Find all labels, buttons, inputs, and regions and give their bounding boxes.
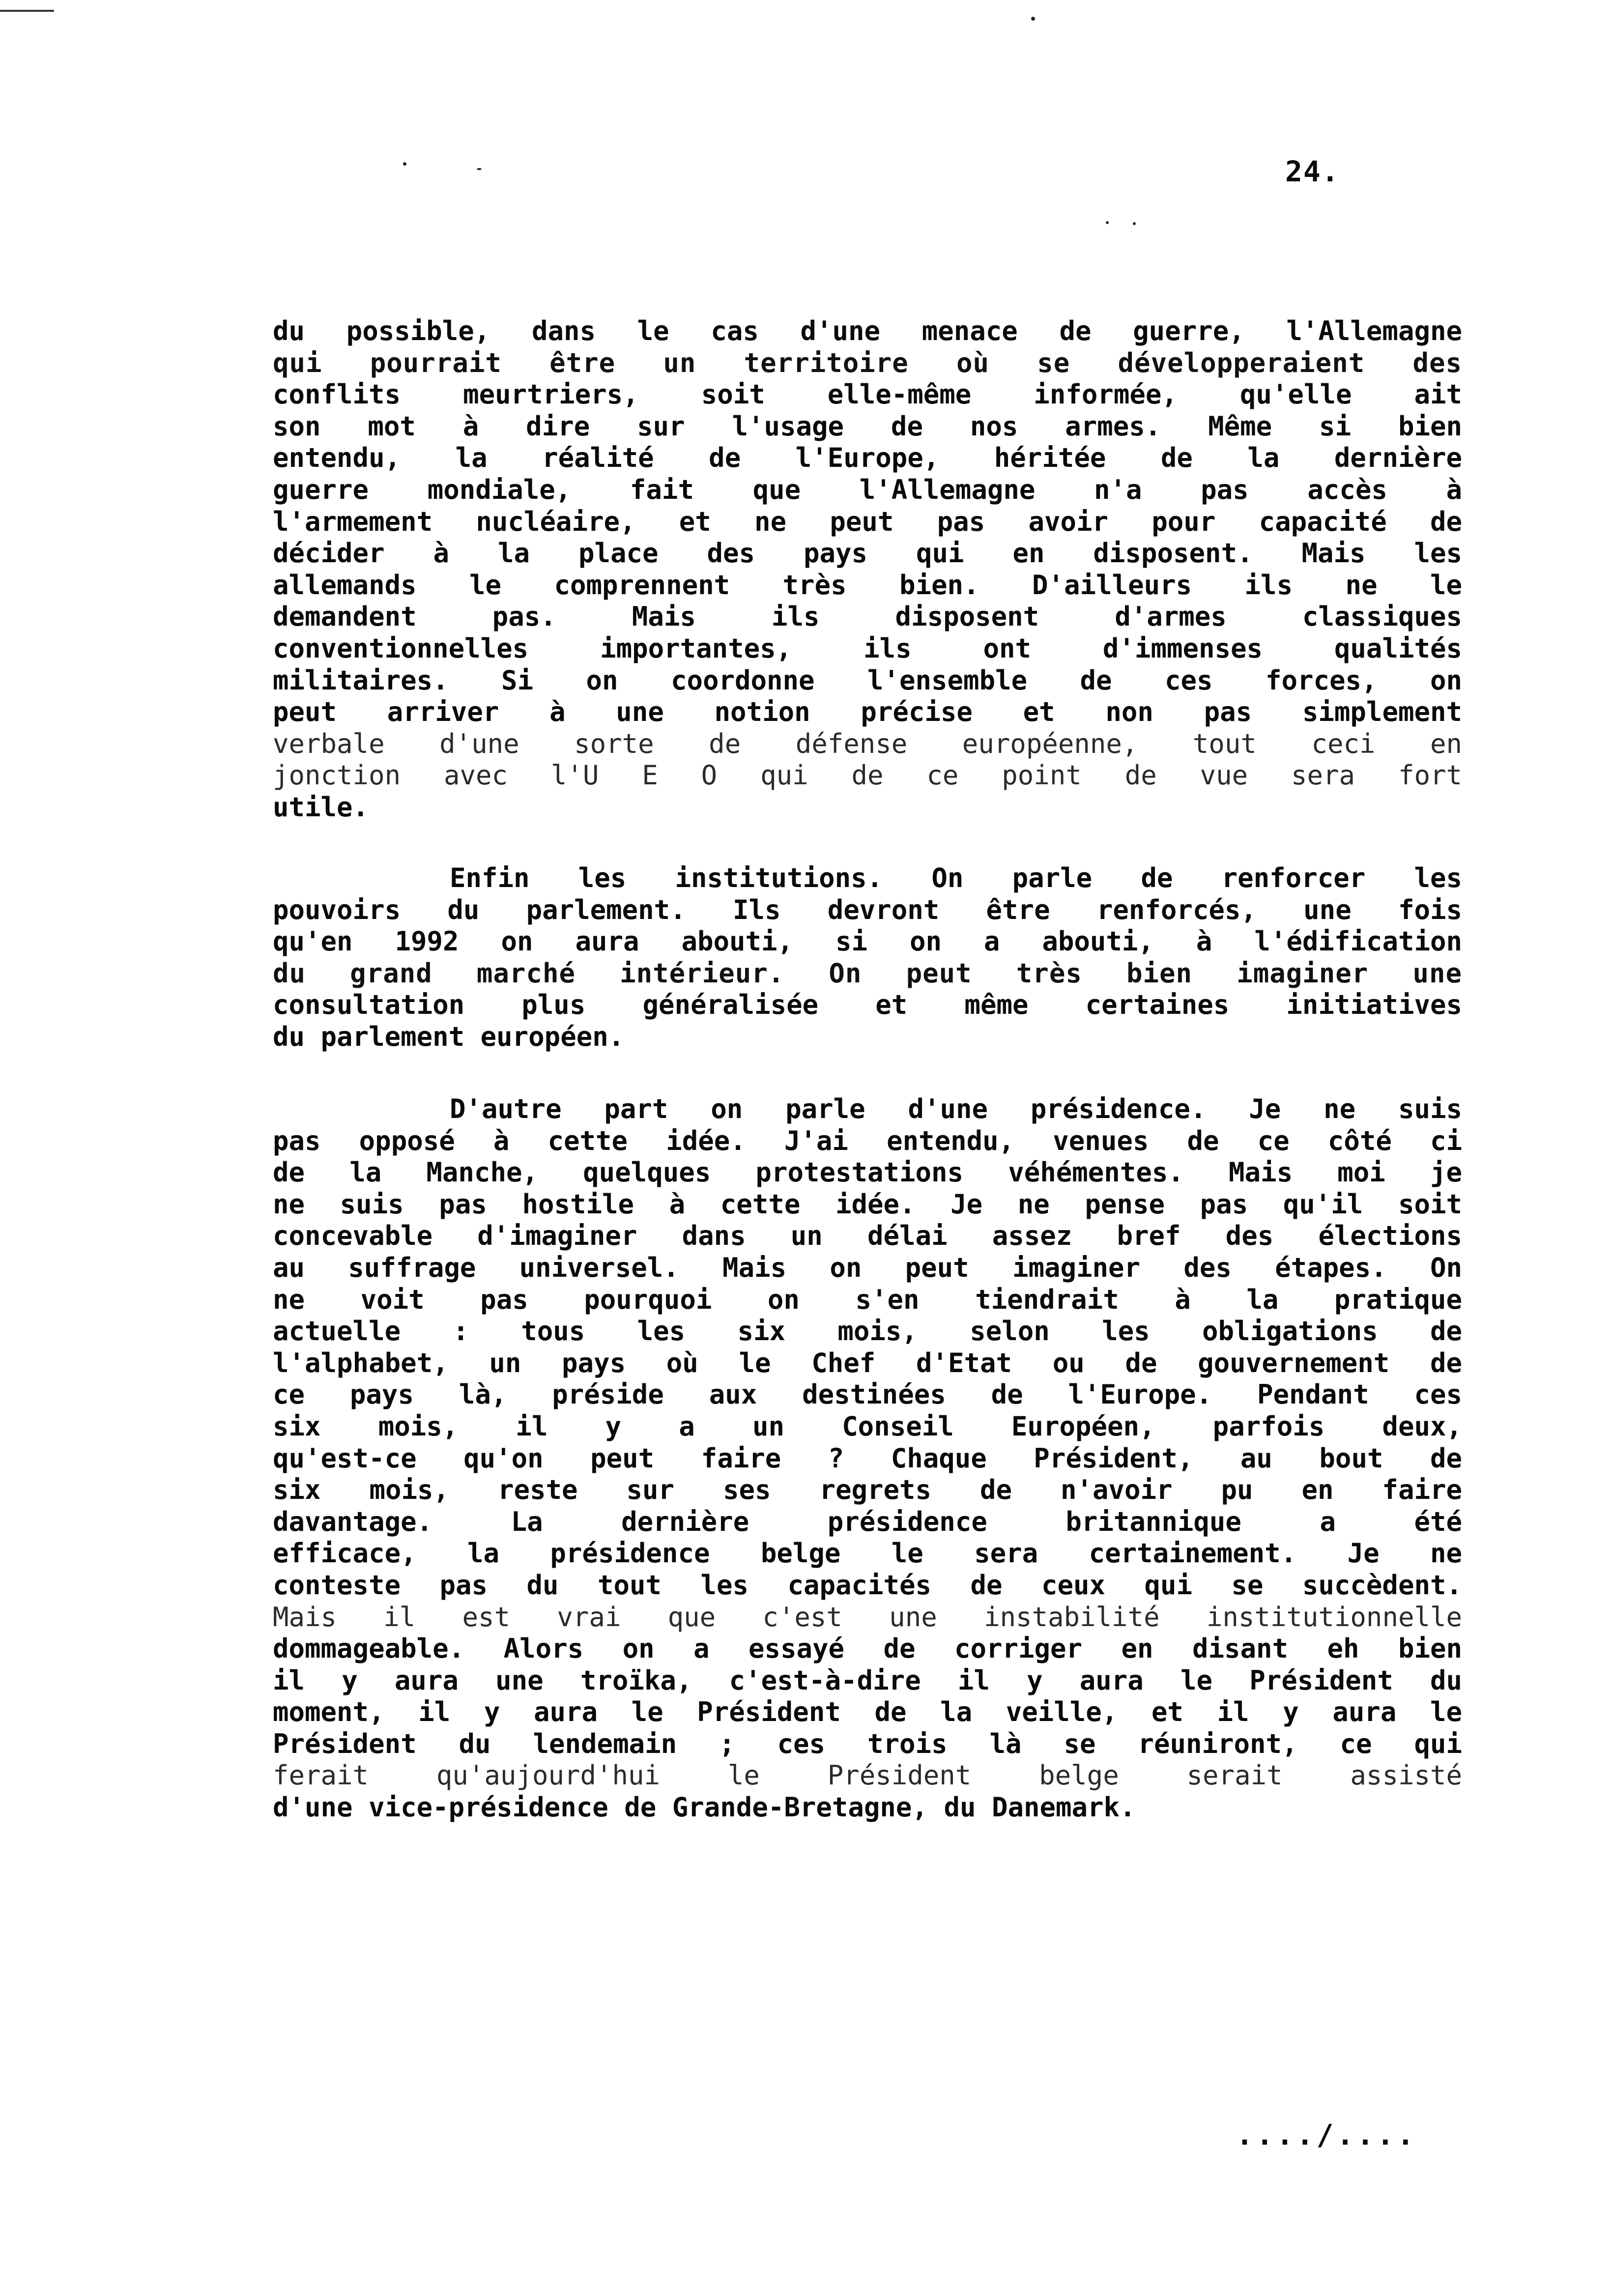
- text-line: utile.: [273, 791, 369, 823]
- text-line: peut arriver à une notion précise et non pas simplement: [273, 696, 1462, 728]
- text-line: du parlement européen.: [273, 1021, 625, 1052]
- text-line: au suffrage universel. Mais on peut imaginer des étapes. On: [273, 1252, 1462, 1283]
- text-line: D'autre part on parle d'une présidence. Je ne suis: [450, 1093, 1462, 1124]
- text-line: jonction avec l'U E O qui de ce point de vue sera fort: [273, 760, 1462, 791]
- scan-speck: [1031, 17, 1035, 21]
- text-line: conflits meurtriers, soit elle-même informée, qu'elle ait: [273, 379, 1462, 410]
- text-line: décider à la place des pays qui en disposent. Mais les: [273, 538, 1462, 569]
- text-line: qu'est-ce qu'on peut faire ? Chaque Président, au bout de: [273, 1442, 1462, 1474]
- text-line: efficace, la présidence belge le sera certainement. Je ne: [273, 1538, 1462, 1569]
- text-line: actuelle : tous les six mois, selon les obligations de: [273, 1316, 1462, 1347]
- text-line: qui pourrait être un territoire où se développeraient des: [273, 347, 1462, 378]
- text-line: guerre mondiale, fait que l'Allemagne n'a pas accès à: [273, 474, 1462, 505]
- text-line: de la Manche, quelques protestations véhémentes. Mais moi je: [273, 1157, 1462, 1188]
- text-line: du grand marché intérieur. On peut très bien imaginer une: [273, 957, 1462, 989]
- text-line: consultation plus généralisée et même certaines initiatives: [273, 989, 1462, 1021]
- text-line: demandent pas. Mais ils disposent d'armes classiques: [273, 601, 1462, 632]
- text-line: qu'en 1992 on aura abouti, si on a abouti, à l'édification: [273, 926, 1462, 957]
- paragraph-defense: [273, 316, 1462, 824]
- text-line: pouvoirs du parlement. Ils devront être renforcés, une fois: [273, 894, 1462, 925]
- text-line: entendu, la réalité de l'Europe, héritée de la dernière: [273, 442, 1462, 474]
- text-line: six mois, il y a un Conseil Européen, parfois deux,: [273, 1410, 1462, 1442]
- text-line: ne suis pas hostile à cette idée. Je ne pense pas qu'il soit: [273, 1188, 1462, 1220]
- scan-edge-rule: [0, 10, 54, 12]
- text-line: moment, il y aura le Président de la veille, et il y aura le: [273, 1696, 1462, 1728]
- text-line: concevable d'imaginer dans un délai assez bref des élections: [273, 1220, 1462, 1252]
- text-line: allemands le comprennent très bien. D'ailleurs ils ne le: [273, 569, 1462, 601]
- text-line: verbale d'une sorte de défense européenne, tout ceci en: [273, 728, 1462, 759]
- text-line: militaires. Si on coordonne l'ensemble de ces forces, on: [273, 664, 1462, 696]
- continuation-mark: ..../....: [1236, 2118, 1417, 2152]
- text-line: conventionnelles importantes, ils ont d'immenses qualités: [273, 632, 1462, 664]
- scan-speck: [1133, 222, 1136, 225]
- text-line: ne voit pas pourquoi on s'en tiendrait à la pratique: [273, 1284, 1462, 1315]
- text-line: d'une vice-présidence de Grande-Bretagne, du Danemark.: [273, 1792, 1136, 1823]
- scan-speck: [1106, 221, 1109, 224]
- text-line: Mais il est vrai que c'est une instabilité institutionnelle: [273, 1601, 1462, 1633]
- text-line: six mois, reste sur ses regrets de n'avoir pu en faire: [273, 1474, 1462, 1506]
- text-line: du possible, dans le cas d'une menace de guerre, l'Allemagne: [273, 316, 1462, 346]
- text-line: il y aura une troïka, c'est-à-dire il y aura le Président du: [273, 1665, 1462, 1696]
- text-line: Président du lendemain ; ces trois là se réuniront, ce qui: [273, 1728, 1462, 1759]
- scan-speck: [403, 162, 406, 166]
- paragraph-institutions: [273, 862, 1462, 1053]
- scan-speck: [477, 168, 482, 170]
- text-line: ferait qu'aujourd'hui le Président belge serait assisté: [273, 1760, 1462, 1791]
- text-line: davantage. La dernière présidence britannique a été: [273, 1506, 1462, 1537]
- text-line: ce pays là, préside aux destinées de l'Europe. Pendant ces: [273, 1379, 1462, 1410]
- text-line: pas opposé à cette idée. J'ai entendu, venues de ce côté ci: [273, 1125, 1462, 1156]
- text-line: dommageable. Alors on a essayé de corriger en disant eh bien: [273, 1633, 1462, 1665]
- text-line: l'armement nucléaire, et ne peut pas avoir pour capacité de: [273, 506, 1462, 537]
- text-line: son mot à dire sur l'usage de nos armes. Même si bien: [273, 410, 1462, 442]
- paragraph-presidency: [273, 1093, 1462, 1824]
- text-line: l'alphabet, un pays où le Chef d'Etat ou de gouvernement de: [273, 1347, 1462, 1378]
- page-number: 24.: [1285, 155, 1340, 188]
- text-line: conteste pas du tout les capacités de ceux qui se succèdent.: [273, 1569, 1462, 1601]
- text-line: Enfin les institutions. On parle de renforcer les: [450, 862, 1462, 893]
